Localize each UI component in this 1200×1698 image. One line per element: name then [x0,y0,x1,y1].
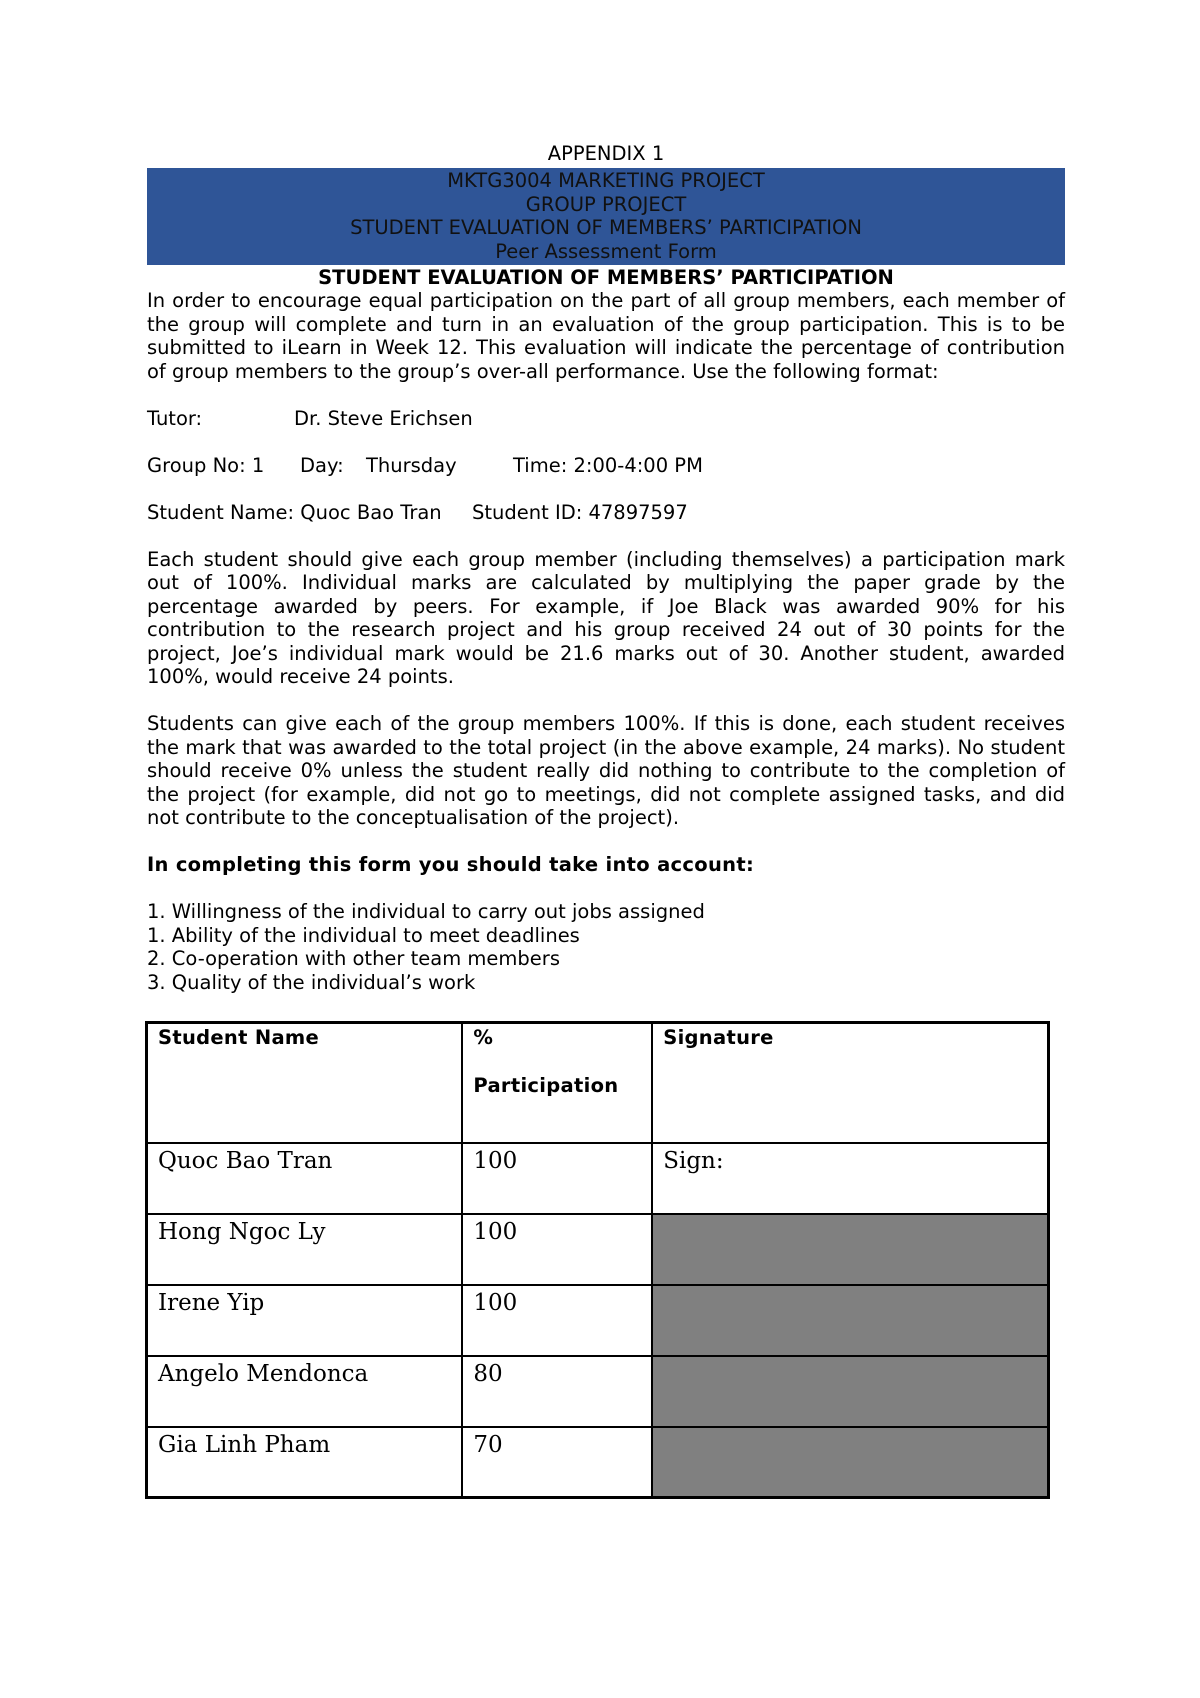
signature-shaded-cell [652,1285,1048,1356]
criteria-list [147,900,1065,994]
member-name: Quoc Bao Tran [147,1143,463,1214]
member-name: Angelo Mendonca [147,1356,463,1427]
time-value: Time: 2:00-4:00 PM [513,453,703,477]
criteria-heading: In completing this form you should take into account: [147,853,755,876]
header-participation-label: Participation [473,1074,619,1097]
banner-form-name: Peer Assessment Form [495,239,717,263]
member-percent[interactable]: 80 [462,1356,652,1427]
participation-table [145,1021,1050,1499]
student-id: Student ID: 47897597 [472,500,688,524]
student-row [147,501,1065,525]
day-label: Day: [300,453,344,477]
member-percent[interactable]: 70 [462,1427,652,1498]
member-percent[interactable]: 100 [462,1214,652,1285]
banner-evaluation: STUDENT EVALUATION OF MEMBERS’ PARTICIPATION [350,216,862,239]
member-percent[interactable]: 100 [462,1285,652,1356]
section-title: STUDENT EVALUATION OF MEMBERS’ PARTICIPATION [318,266,894,289]
document-content [147,142,1065,994]
list-item: 1. Ability of the individual to meet deadlines [147,923,580,947]
table-row [147,1143,1049,1214]
group-row [147,454,1065,478]
table-row [147,1214,1049,1285]
signature-shaded-cell [652,1356,1048,1427]
banner-project: GROUP PROJECT [525,192,687,216]
member-name: Irene Yip [147,1285,463,1356]
intro-paragraph: In order to encourage equal participation on the part of all group members, each member of the group will complete and turn in an evaluation of the group participation. This is to be submitted to iLearn in Week 12. This evaluation will indicate the percentage of contribution of group members to the group’s over-all performance. Use the following format: [147,289,1065,383]
full-marks-paragraph: Students can give each of the group members 100%. If this is done, each student receives the mark that was awarded to the total project (in the above example, 24 marks). No student should receive 0% unless the student really did nothing to contribute to the completion of the project (for example, did not go to meetings, did not complete assigned tasks, and did not contribute to the conceptualisation of the project). [147,712,1065,829]
member-name: Gia Linh Pham [147,1427,463,1498]
student-name: Student Name: Quoc Bao Tran [147,500,442,524]
group-number: Group No: 1 [147,453,265,477]
member-name: Hong Ngoc Ly [147,1214,463,1285]
signature-shaded-cell [652,1214,1048,1285]
tutor-row [147,407,1065,431]
signature-shaded-cell [652,1427,1048,1498]
tutor-value: Dr. Steve Erichsen [294,406,473,430]
member-percent[interactable]: 100 [462,1143,652,1214]
marking-paragraph: Each student should give each group member (including themselves) a participation mark out of 100%. Individual marks are calculated by multiplying the paper grade by the percentage awarded by peers. For example, if Joe Black was awarded 90% for his contribution to the research project and his group received 24 out of 30 points for the project, Joe’s individual mark would be 21.6 marks out of 30. Another student, awarded 100%, would receive 24 points. [147,547,1065,688]
table-row [147,1427,1049,1498]
appendix-title: APPENDIX 1 [547,142,665,165]
list-item: 2. Co-operation with other team members [147,947,560,970]
tutor-label: Tutor: [147,406,203,430]
header-signature: Signature [652,1023,1048,1143]
table-header-row [147,1023,1049,1143]
signature-field[interactable]: Sign: [652,1143,1048,1214]
table-row [147,1356,1049,1427]
list-item: 3. Quality of the individual’s work [147,970,476,994]
table-row [147,1285,1049,1356]
banner-course: MKTG3004 MARKETING PROJECT [447,169,765,192]
header-percent-symbol: % [473,1026,494,1049]
header-student-name: Student Name [147,1023,463,1143]
day-value: Thursday [366,453,457,477]
header-participation [462,1023,652,1143]
list-item: 1. Willingness of the individual to carry out jobs assigned [147,900,705,923]
title-banner [147,168,1065,265]
